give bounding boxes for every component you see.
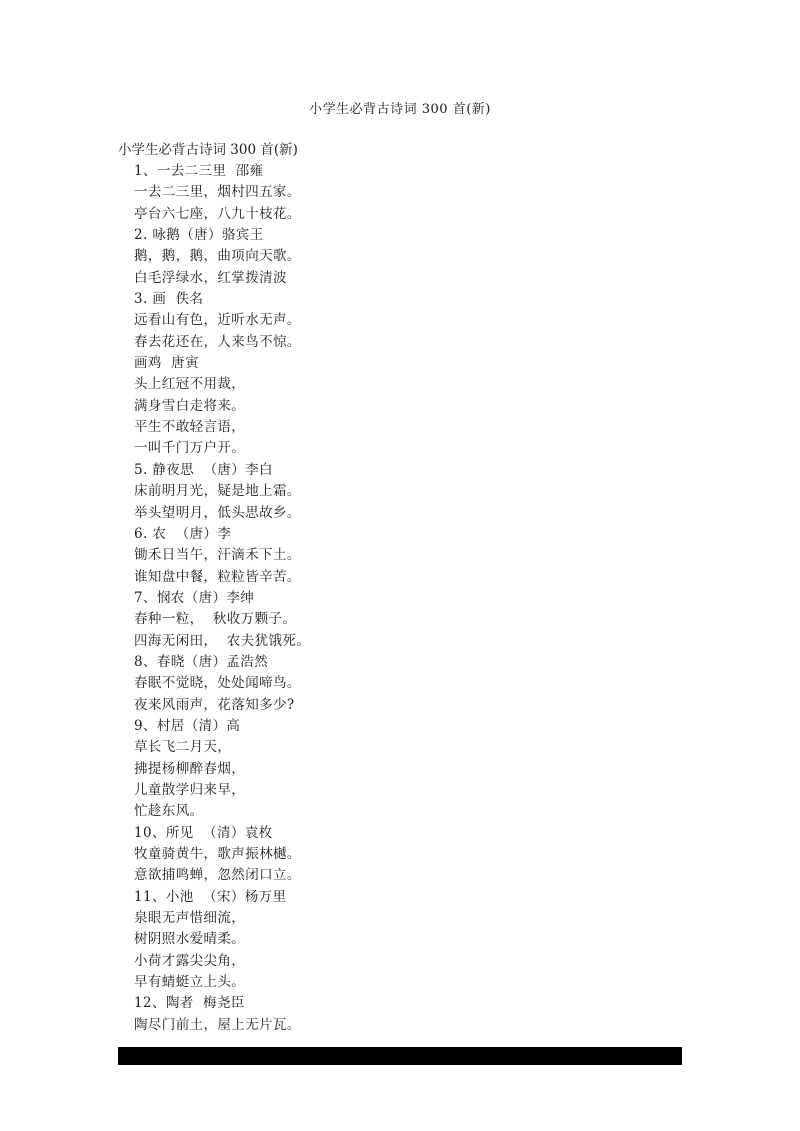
poem-line: 亭台六七座，八九十枝花。 — [134, 205, 301, 222]
poem-line: 远看山有色，近听水无声。 — [134, 312, 301, 329]
poem-line: 锄禾日当午，汗滴禾下土。 — [134, 547, 301, 564]
poem-line: 一叫千门万户开。 — [134, 440, 246, 457]
poem-line: 头上红冠不用裁， — [134, 376, 246, 393]
poem-list — [134, 161, 678, 1036]
poem-line: 10、所见 （清）袁枚 — [134, 824, 273, 841]
poem-line: 春种一粒， 秋收万颗子。 — [134, 611, 297, 628]
poem-line: 谁知盘中餐，粒粒皆辛苦。 — [134, 568, 301, 585]
poem-line: 11、小池 （宋）杨万里 — [134, 888, 287, 905]
poem-line: 陶尽门前土，屋上无片瓦。 — [134, 1016, 301, 1033]
poem-line: 举头望明月，低头思故乡。 — [134, 504, 301, 521]
poem-line: 平生不敢轻言语， — [134, 419, 246, 436]
poem-line: 9、村居（清）高 — [134, 717, 241, 734]
page-footer — [118, 1047, 682, 1081]
poem-line: 春去花还在，人来鸟不惊。 — [134, 333, 301, 350]
page-number-label: 第 1 页 /总页数 28 页 — [334, 1066, 475, 1081]
poem-line: 1、一去二三里 邵雍 — [134, 163, 264, 179]
page-header-title: 小学生必背古诗词 300 首(新) — [309, 102, 491, 117]
poem-line: 忙趁东风。 — [134, 803, 204, 820]
poem-line: 12、陶者 梅尧臣 — [134, 995, 245, 1012]
poem-line: 2. 咏鹅（唐）骆宾王 — [134, 227, 264, 244]
poem-line: 拂提杨柳醉春烟， — [134, 760, 246, 777]
document-body — [118, 140, 678, 1036]
poem-line: 6. 农 （唐）李 — [134, 525, 232, 542]
poem-line: 泉眼无声惜细流， — [134, 910, 246, 927]
poem-line: 鹅，鹅，鹅，曲项向天歌。 — [134, 248, 301, 265]
poem-line: 白毛浮绿水，红掌拨清波 — [134, 269, 287, 286]
poem-line: 儿童散学归来早， — [134, 781, 246, 798]
poem-line: 满身雪白走将来。 — [134, 397, 246, 414]
poem-line: 春眠不觉晓，处处闻啼鸟。 — [134, 675, 301, 692]
poem-line: 早有蜻蜓立上头。 — [134, 974, 246, 991]
poem-line: 树阴照水爱晴柔。 — [134, 931, 246, 948]
poem-line: 3. 画 佚名 — [134, 291, 204, 308]
poem-line: 8、春晓（唐）孟浩然 — [134, 653, 269, 670]
poem-line: 一去二三里，烟村四五家。 — [134, 184, 301, 201]
poem-line: 四海无闲田， 农夫犹饿死。 — [134, 632, 311, 649]
poem-line: 床前明月光，疑是地上霜。 — [134, 483, 301, 500]
poem-line: 夜来风雨声，花落知多少? — [134, 696, 295, 713]
poem-line: 意欲捕鸣蝉，忽然闭口立。 — [134, 867, 301, 884]
poem-line: 牧童骑黄牛，歌声振林樾。 — [134, 846, 301, 862]
poem-line: 5. 静夜思 （唐）李白 — [134, 461, 273, 478]
poem-line: 画鸡 唐寅 — [134, 355, 199, 372]
poem-line: 7、悯农（唐）李绅 — [134, 589, 255, 606]
poem-line: 草长飞二月天， — [134, 739, 232, 756]
poem-line: 小荷才露尖尖角， — [134, 952, 246, 969]
document-title: 小学生必背古诗词 300 首(新) — [118, 142, 298, 158]
